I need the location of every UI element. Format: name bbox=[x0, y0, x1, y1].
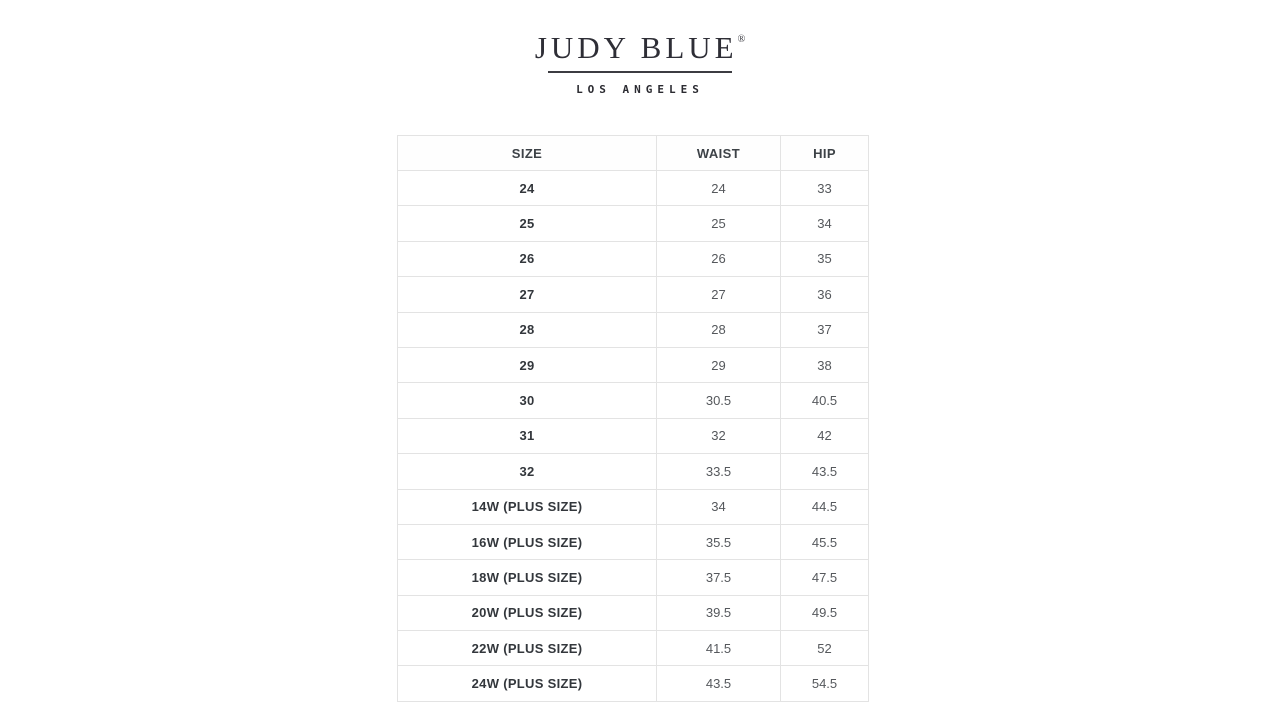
table-row bbox=[398, 347, 869, 382]
hip-cell: 40.5 bbox=[781, 383, 869, 418]
size-cell: 16W (PLUS SIZE) bbox=[398, 524, 657, 559]
table-row bbox=[398, 241, 869, 276]
size-chart-table bbox=[397, 135, 869, 702]
brand-logo bbox=[0, 30, 1280, 96]
hip-cell: 47.5 bbox=[781, 560, 869, 595]
waist-cell: 26 bbox=[657, 241, 781, 276]
hip-cell: 49.5 bbox=[781, 595, 869, 630]
hip-cell: 34 bbox=[781, 206, 869, 241]
column-header-size: SIZE bbox=[398, 136, 657, 171]
registered-trademark-icon: ® bbox=[737, 34, 746, 45]
waist-cell: 24 bbox=[657, 171, 781, 206]
size-cell: 29 bbox=[398, 347, 657, 382]
table-row bbox=[398, 560, 869, 595]
waist-cell: 28 bbox=[657, 312, 781, 347]
size-cell: 31 bbox=[398, 418, 657, 453]
brand-name-text: JUDY BLUE bbox=[534, 30, 738, 65]
size-cell: 18W (PLUS SIZE) bbox=[398, 560, 657, 595]
waist-cell: 37.5 bbox=[657, 560, 781, 595]
size-cell: 24W (PLUS SIZE) bbox=[398, 666, 657, 702]
table-row bbox=[398, 595, 869, 630]
hip-cell: 45.5 bbox=[781, 524, 869, 559]
size-cell: 14W (PLUS SIZE) bbox=[398, 489, 657, 524]
table-row bbox=[398, 489, 869, 524]
size-cell: 20W (PLUS SIZE) bbox=[398, 595, 657, 630]
waist-cell: 35.5 bbox=[657, 524, 781, 559]
table-row bbox=[398, 383, 869, 418]
waist-cell: 29 bbox=[657, 347, 781, 382]
table-row bbox=[398, 206, 869, 241]
waist-cell: 32 bbox=[657, 418, 781, 453]
brand-name bbox=[0, 30, 1280, 66]
table-header-row bbox=[398, 136, 869, 171]
table-row bbox=[398, 666, 869, 702]
hip-cell: 44.5 bbox=[781, 489, 869, 524]
waist-cell: 30.5 bbox=[657, 383, 781, 418]
logo-divider bbox=[548, 71, 732, 73]
hip-cell: 38 bbox=[781, 347, 869, 382]
waist-cell: 43.5 bbox=[657, 666, 781, 702]
size-cell: 26 bbox=[398, 241, 657, 276]
brand-tagline: LOS ANGELES bbox=[576, 83, 704, 96]
waist-cell: 25 bbox=[657, 206, 781, 241]
hip-cell: 35 bbox=[781, 241, 869, 276]
column-header-waist: WAIST bbox=[657, 136, 781, 171]
waist-cell: 34 bbox=[657, 489, 781, 524]
hip-cell: 33 bbox=[781, 171, 869, 206]
size-cell: 32 bbox=[398, 454, 657, 489]
waist-cell: 27 bbox=[657, 277, 781, 312]
table-row bbox=[398, 454, 869, 489]
waist-cell: 39.5 bbox=[657, 595, 781, 630]
size-cell: 24 bbox=[398, 171, 657, 206]
table-row bbox=[398, 418, 869, 453]
hip-cell: 52 bbox=[781, 631, 869, 666]
hip-cell: 36 bbox=[781, 277, 869, 312]
hip-cell: 54.5 bbox=[781, 666, 869, 702]
waist-cell: 33.5 bbox=[657, 454, 781, 489]
hip-cell: 37 bbox=[781, 312, 869, 347]
size-cell: 22W (PLUS SIZE) bbox=[398, 631, 657, 666]
table-row bbox=[398, 277, 869, 312]
hip-cell: 43.5 bbox=[781, 454, 869, 489]
size-cell: 27 bbox=[398, 277, 657, 312]
table-row bbox=[398, 171, 869, 206]
hip-cell: 42 bbox=[781, 418, 869, 453]
size-cell: 28 bbox=[398, 312, 657, 347]
column-header-hip: HIP bbox=[781, 136, 869, 171]
size-cell: 30 bbox=[398, 383, 657, 418]
size-cell: 25 bbox=[398, 206, 657, 241]
table-row bbox=[398, 312, 869, 347]
table-row bbox=[398, 631, 869, 666]
waist-cell: 41.5 bbox=[657, 631, 781, 666]
table-row bbox=[398, 524, 869, 559]
